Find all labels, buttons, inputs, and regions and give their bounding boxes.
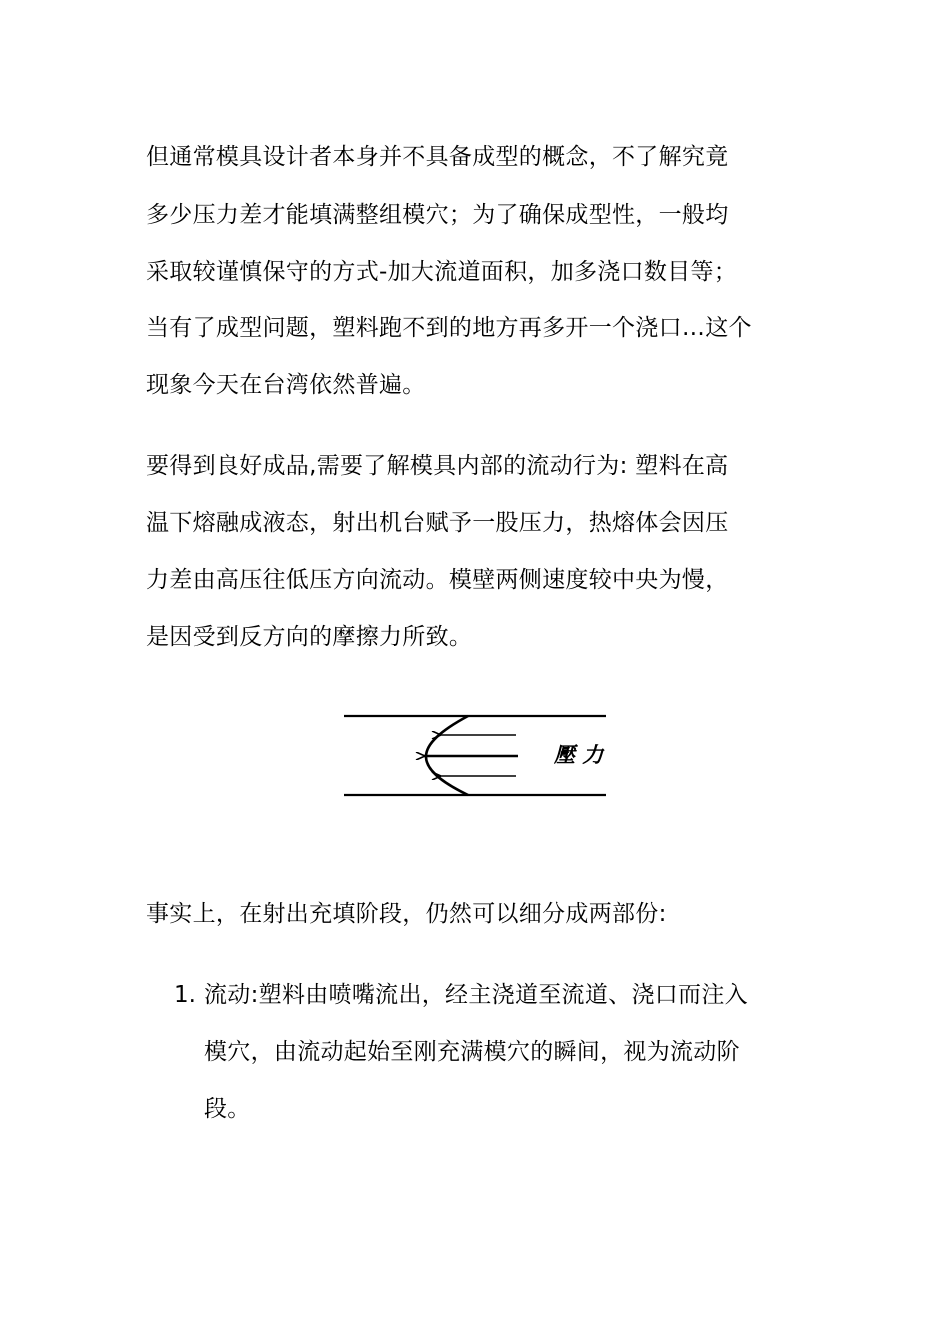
paragraph-1-line-3: 采取较谨慎保守的方式-加大流道面积，加多浇口数目等；: [146, 259, 738, 285]
list-item-line-3: 段。: [204, 1096, 251, 1122]
paragraph-3: 事实上，在射出充填阶段，仍然可以细分成两部份:: [146, 901, 667, 927]
paragraph-2-line-4: 是因受到反方向的摩擦力所致。: [146, 624, 473, 650]
paragraph-1-line-4: 当有了成型问题，塑料跑不到的地方再多开一个浇口…这个: [146, 315, 752, 341]
list-item-line-2: 模穴，由流动起始至刚充满模穴的瞬间，视为流动阶: [204, 1039, 740, 1065]
paragraph-2-line-3: 力差由高压往低压方向流动。模壁两侧速度较中央为慢，: [146, 567, 729, 593]
paragraph-2-line-1: 要得到良好成品,需要了解模具内部的流动行为: 塑料在高: [146, 453, 729, 479]
paragraph-2-line-2: 温下熔融成液态，射出机台赋予一股压力，热熔体会因压: [146, 510, 729, 536]
paragraph-1-line-5: 现象今天在台湾依然普遍。: [146, 372, 426, 398]
pressure-label: 壓 力: [554, 742, 604, 767]
flow-velocity-diagram: [340, 708, 612, 802]
paragraph-1-line-1: 但通常模具设计者本身并不具备成型的概念，不了解究竟: [146, 144, 729, 170]
paragraph-1-line-2: 多少压力差才能填满整组模穴；为了确保成型性，一般均: [146, 202, 729, 228]
list-item-line-1: 流动:塑料由喷嘴流出，经主浇道至流道、浇口而注入: [204, 982, 748, 1008]
list-item-number: 1.: [174, 982, 196, 1008]
